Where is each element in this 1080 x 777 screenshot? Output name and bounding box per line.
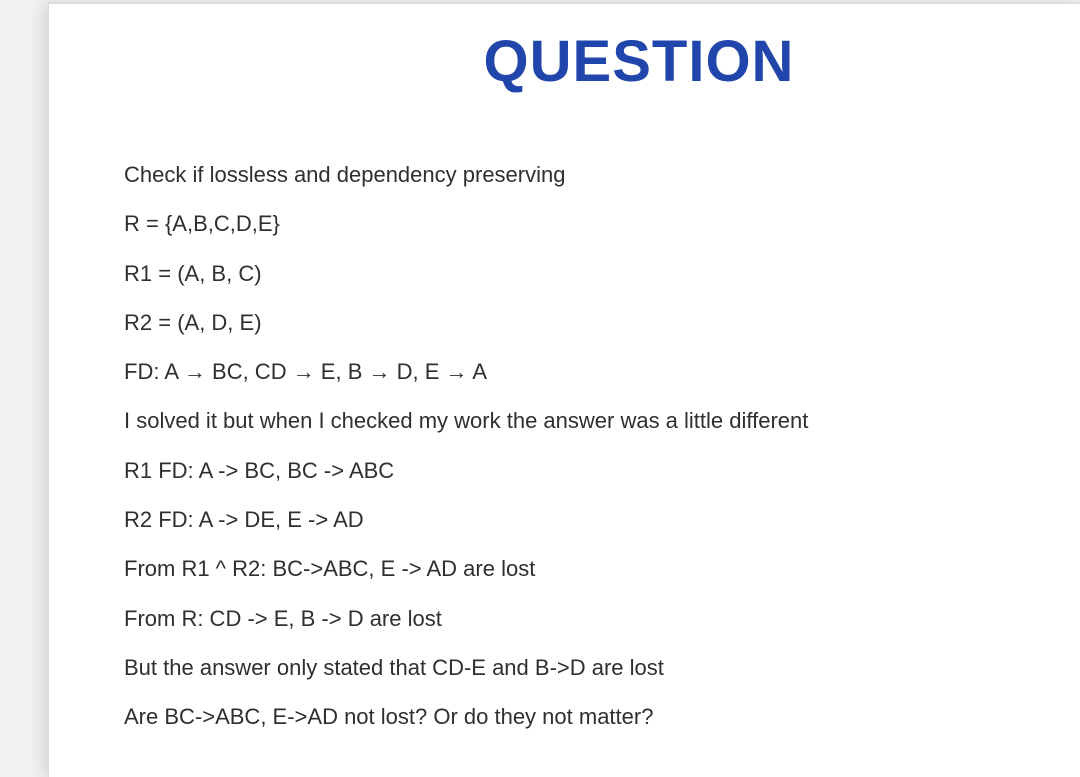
question-card [48, 3, 1080, 777]
question-line: From R1 ^ R2: BC->ABC, E -> AD are lost [124, 556, 536, 582]
question-line: Check if lossless and dependency preserving [124, 162, 566, 187]
question-line: R1 = (A, B, C) [124, 260, 262, 286]
question-line: R = {A,B,C,D,E} [124, 211, 280, 237]
question-line: R1 FD: A -> BC, BC -> ABC [124, 457, 395, 483]
question-line: R2 FD: A -> DE, E -> AD [124, 507, 364, 533]
question-body [124, 160, 1064, 752]
question-line: R2 = (A, D, E) [124, 309, 262, 335]
page-title: QUESTION [483, 29, 795, 94]
question-line: From R: CD -> E, B -> D are lost [124, 605, 442, 631]
question-line: FD: A → BC, CD → E, B → D, E → A [124, 359, 488, 385]
question-line: But the answer only stated that CD-E and B->D are lost [124, 654, 664, 680]
question-line: I solved it but when I checked my work the answer was a little different [124, 408, 809, 434]
question-line: Are BC->ABC, E->AD not lost? Or do they not matter? [124, 704, 654, 730]
